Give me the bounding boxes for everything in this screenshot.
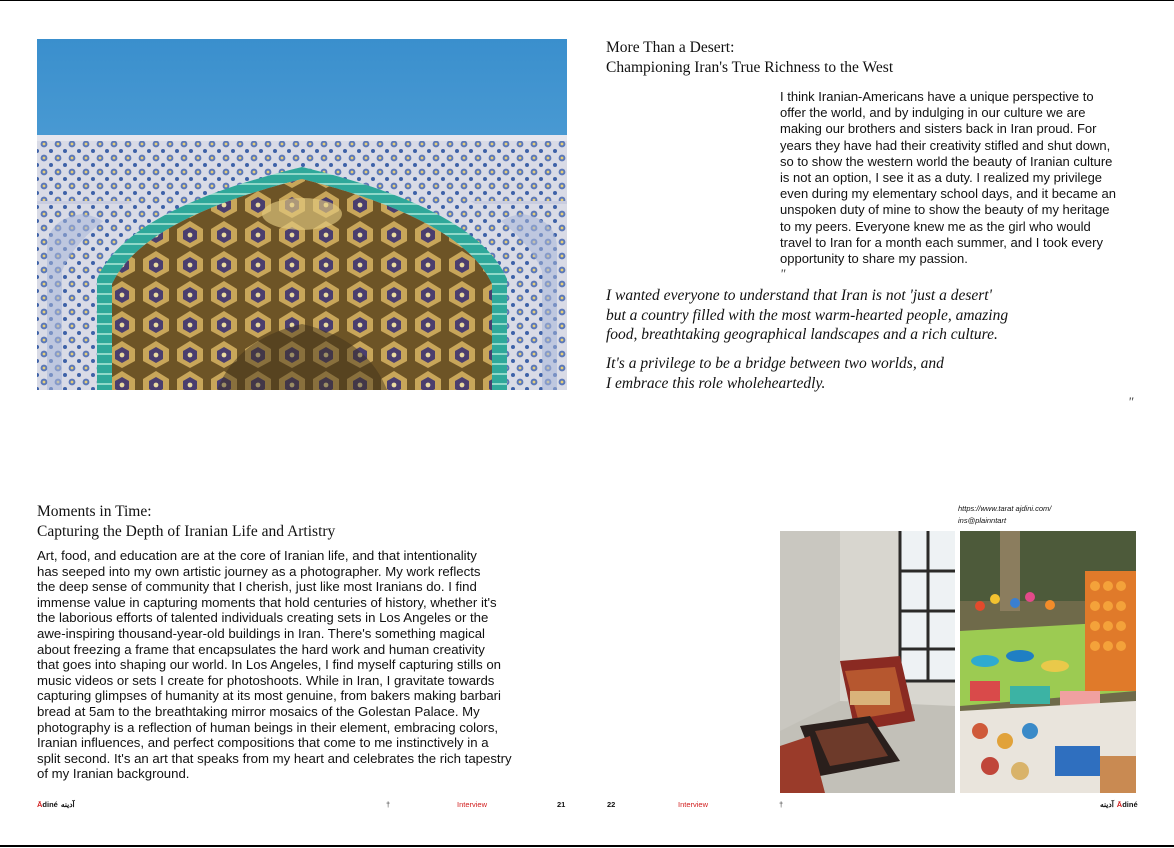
brand-logo-right [1100,800,1138,810]
article-heading-left [37,502,335,542]
brand-logo-left [37,800,75,810]
brand-accent: Ā [1116,800,1123,809]
section-label-left: Interview [457,800,488,809]
photographer-credits [958,503,1051,527]
heading-line: Championing Iran's True Richness to the West [606,59,894,76]
article-heading-right [606,38,893,78]
website-link[interactable]: https://www.tarat ajdini.com/ [958,504,1052,513]
brand-name: diné [1122,800,1138,809]
instagram-handle[interactable]: ins@plainntart [958,516,1007,525]
brand-persian: آدینه [1100,800,1114,809]
heading-line: Moments in Time: [37,503,152,520]
article-body-right: I think Iranian-Americans have a unique perspective to offer the world, and by indulging in our culture we are making our brothers and sisters back in Iran proud. For years they have had their creativity stifled and shut down, so to show the western world the beauty of Iranian culture is not an option, I see it as a duty. I realized my privilege even during my elementary school days, and it became an unspoken duty of mine to show the beauty of my heritage to my peers. Everyone knew me as the girl who would travel to Iran for a month each summer, and I took every opportunity to share my passion. [780,89,1117,267]
brand-persian: آدینه [60,800,75,809]
section-label-right: Interview [678,800,709,809]
mosque-portal-image [37,39,567,390]
dagger-mark-right: † [779,800,784,809]
quote-close-mark: " [1128,394,1134,409]
article-body-left: Art, food, and education are at the core of Iranian life, and that intentionality has seeped into my own artistic journey as a photographer. My work reflects the deep sense of community that I cherish, just like most Iranians do. I find immense value in capturing moments that hold centuries of history, whether it's the laborious efforts of talented individuals creating sets in Los Angeles or the awe-inspiring thousand-year-old buildings in Iran. There's something magical about freezing a frame that encapsulates the hard work and human creativity that goes into shaping our world. In Los Angeles, I find myself capturing stills on music videos or sets I create for photoshoots. While in Iran, I gravitate towards capturing glimpses of humanity at its most genuine, from bakers making barbari bread at 5am to the breathtaking mirror mosaics of the Golestan Palace. My photography is a reflection of human beings in their element, embracing colors, Iranian influences, and perfect compositions that come to me instinctively in a split second. It's an art that speaks from my heart and celebrates the rich tapestry of my Iranian background. [37,548,512,782]
page-number-right: 22 [607,800,616,809]
bottom-rule [0,845,1174,847]
heading-line: Capturing the Depth of Iranian Life and Artistry [37,523,336,540]
market-stall-photo [960,531,1136,793]
heading-line: More Than a Desert: [606,39,735,56]
brand-name: diné [42,800,58,809]
room-window-photo [780,531,955,793]
brand-accent: Ā [37,800,43,809]
page-number-left: 21 [557,800,566,809]
dagger-mark-left: † [386,800,391,809]
quote-open-mark: " [780,266,786,281]
top-rule [0,0,1174,1]
pull-quote-2: It's a privilege to be a bridge between two worlds, and I embrace this role wholeheartedly. [606,355,944,392]
pull-quote-1: I wanted everyone to understand that Iran is not 'just a desert' but a country filled with the most warm-hearted people, amazing food, breathtaking geographical landscapes and a rich culture. [606,287,1009,343]
